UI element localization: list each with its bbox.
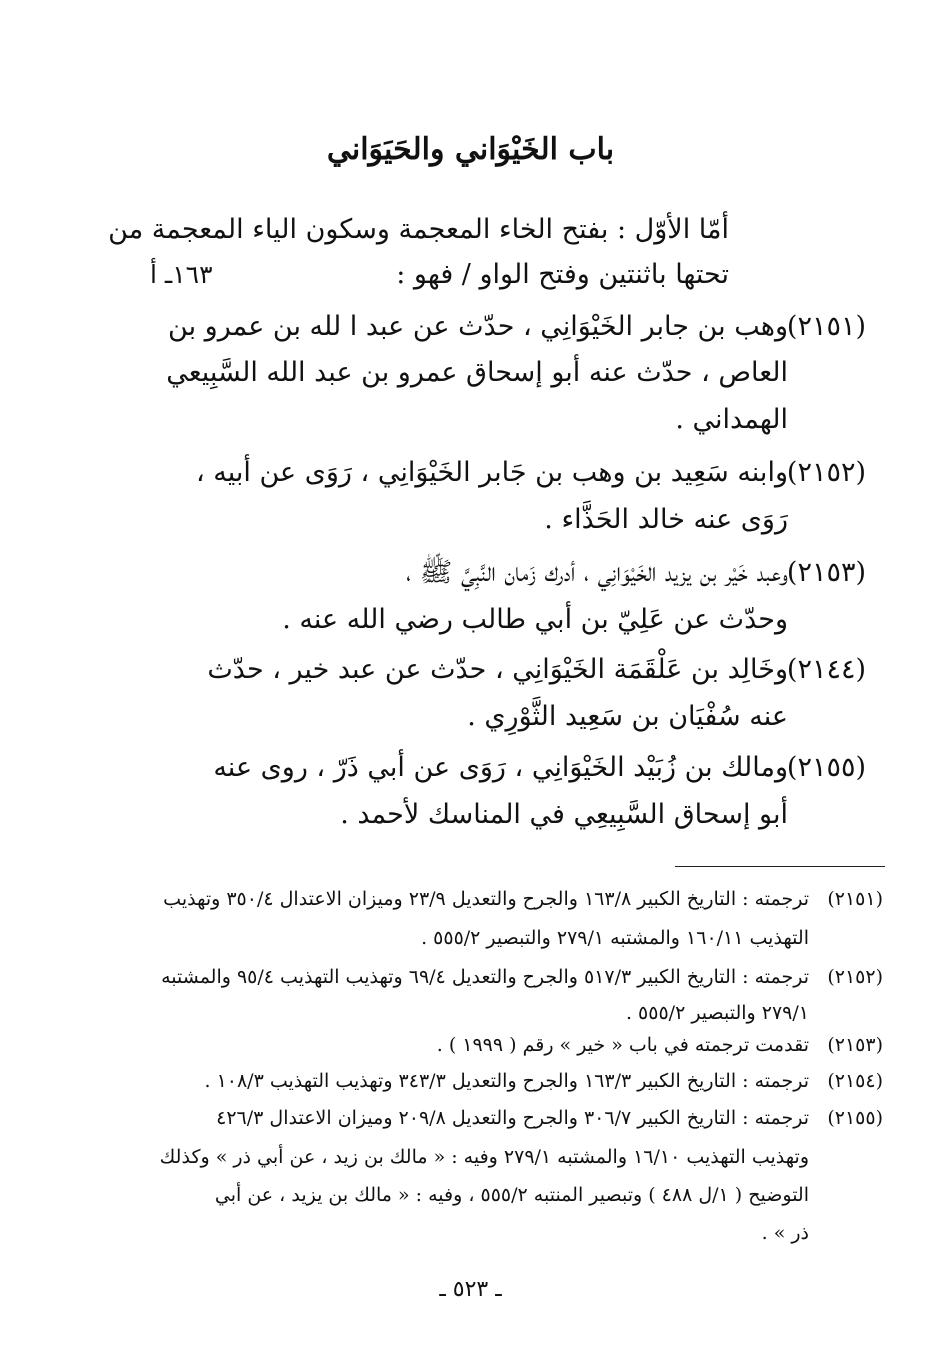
footnote-line: ترجمته : التاريخ الكبير ١٦٣/٨ والجرح والتعديل ٢٣/٩ وميزان الاعتدال ٣٥٠/٤ وتهذيب	[163, 888, 809, 910]
manuscript-folio-note: ١٦٣ـ أ	[150, 260, 213, 289]
footnote-number: (٢١٥٢)	[827, 966, 883, 988]
footnote-line: ترجمته : التاريخ الكبير ١٦٣/٣ والجرح والتعديل ٣٤٣/٣ وتهذيب التهذيب ١٠٨/٣ .	[204, 1070, 809, 1092]
entry-number: (٢١٥٣)	[786, 557, 866, 588]
entry-line: وحدّث عن عَلِيّ بن أبي طالب رضي الله عنه .	[282, 604, 788, 635]
entry-line: أبو إسحاق السَّبِيعِي في المناسك لأحمد .	[340, 799, 788, 830]
entry-line: وهب بن جابر الخَيْوَانِي ، حدّث عن عبد ا لله بن عمرو بن	[168, 311, 788, 342]
entry-line: ومالك بن زُبَيْد الخَيْوَانِي ، رَوَى عن أبي ذَرّ ، روى عنه	[213, 752, 788, 783]
entry-line: عنه سُفْيَان بن سَعِيد الثَّوْرِي .	[467, 701, 788, 732]
footnote-line: ترجمته : التاريخ الكبير ٣٠٦/٧ والجرح والتعديل ٢٠٩/٨ وميزان الاعتدال ٤٢٦/٣	[216, 1107, 809, 1129]
entry-line: وابنه سَعِيد بن وهب بن جَابر الخَيْوَانِي ، رَوَى عن أبيه ،	[195, 457, 788, 488]
entry-line: الهمداني .	[675, 404, 788, 435]
footnote-number: (٢١٥٤)	[827, 1070, 883, 1092]
footnote-line: التهذيب ١٦٠/١١ والمشتبه ٢٧٩/١ والتبصير ٥٥٥/٢ .	[421, 927, 809, 949]
footnote-line: ترجمته : التاريخ الكبير ٥١٧/٣ والجرح والتعديل ٦٩/٤ وتهذيب التهذيب ٩٥/٤ والمشتبه	[161, 966, 809, 988]
footnote-line: تقدمت ترجمته في باب « خير » رقم ( ١٩٩٩ ) .	[436, 1034, 809, 1056]
entry-number: (٢١٥٢)	[786, 457, 866, 488]
intro-line-2: تحتها باثنتين وفتح الواو / فهو :	[396, 259, 729, 290]
entry-number: (٢١٥١)	[786, 311, 866, 342]
entry-line: وخَالِد بن عَلْقَمَة الخَيْوَانِي ، حدّث عن عبد خير ، حدّث	[207, 654, 788, 685]
entry-line: وعبد خَيْر بن يزيد الخَيْوَانِي ، أدرك زَمان النَّبِيَّ ﷺ ،	[406, 557, 788, 588]
footnote-number: (٢١٥٥)	[827, 1107, 883, 1129]
footnote-line: ٢٧٩/١ والتبصير ٥٥٥/٢ .	[625, 1002, 809, 1024]
footnote-line: وتهذيب التهذيب ١٦/١٠ والمشتبه ٢٧٩/١ وفيه : « مالك بن زيد ، عن أبي ذر » وكذلك	[159, 1146, 809, 1168]
footnote-line: ذر » .	[761, 1222, 809, 1244]
entry-number: (٢١٥٥)	[786, 752, 866, 783]
entry-line: العاص ، حدّث عنه أبو إسحاق عمرو بن عبد الله السَّبِيعي	[166, 357, 788, 388]
footnote-number: (٢١٥٣)	[827, 1034, 883, 1056]
page-title: باب الخَيْوَاني والحَيَوَاني	[326, 132, 615, 167]
footnote-separator	[675, 866, 885, 867]
entry-number: (٢١٤٤)	[786, 654, 866, 685]
footnote-number: (٢١٥١)	[827, 888, 883, 910]
intro-line-1: أمّا الأوّل : بفتح الخاء المعجمة وسكون الياء المعجمة من	[108, 214, 729, 245]
footnote-line: التوضيح ( ١/ل ٤٨٨ ) وتبصير المنتبه ٥٥٥/٢ ، وفيه : « مالك بن يزيد ، عن أبي	[214, 1184, 809, 1206]
entry-line: رَوَى عنه خالد الحَذَّاء .	[544, 504, 788, 535]
page-number: ـ ٥٢٣ ـ	[439, 1277, 502, 1302]
